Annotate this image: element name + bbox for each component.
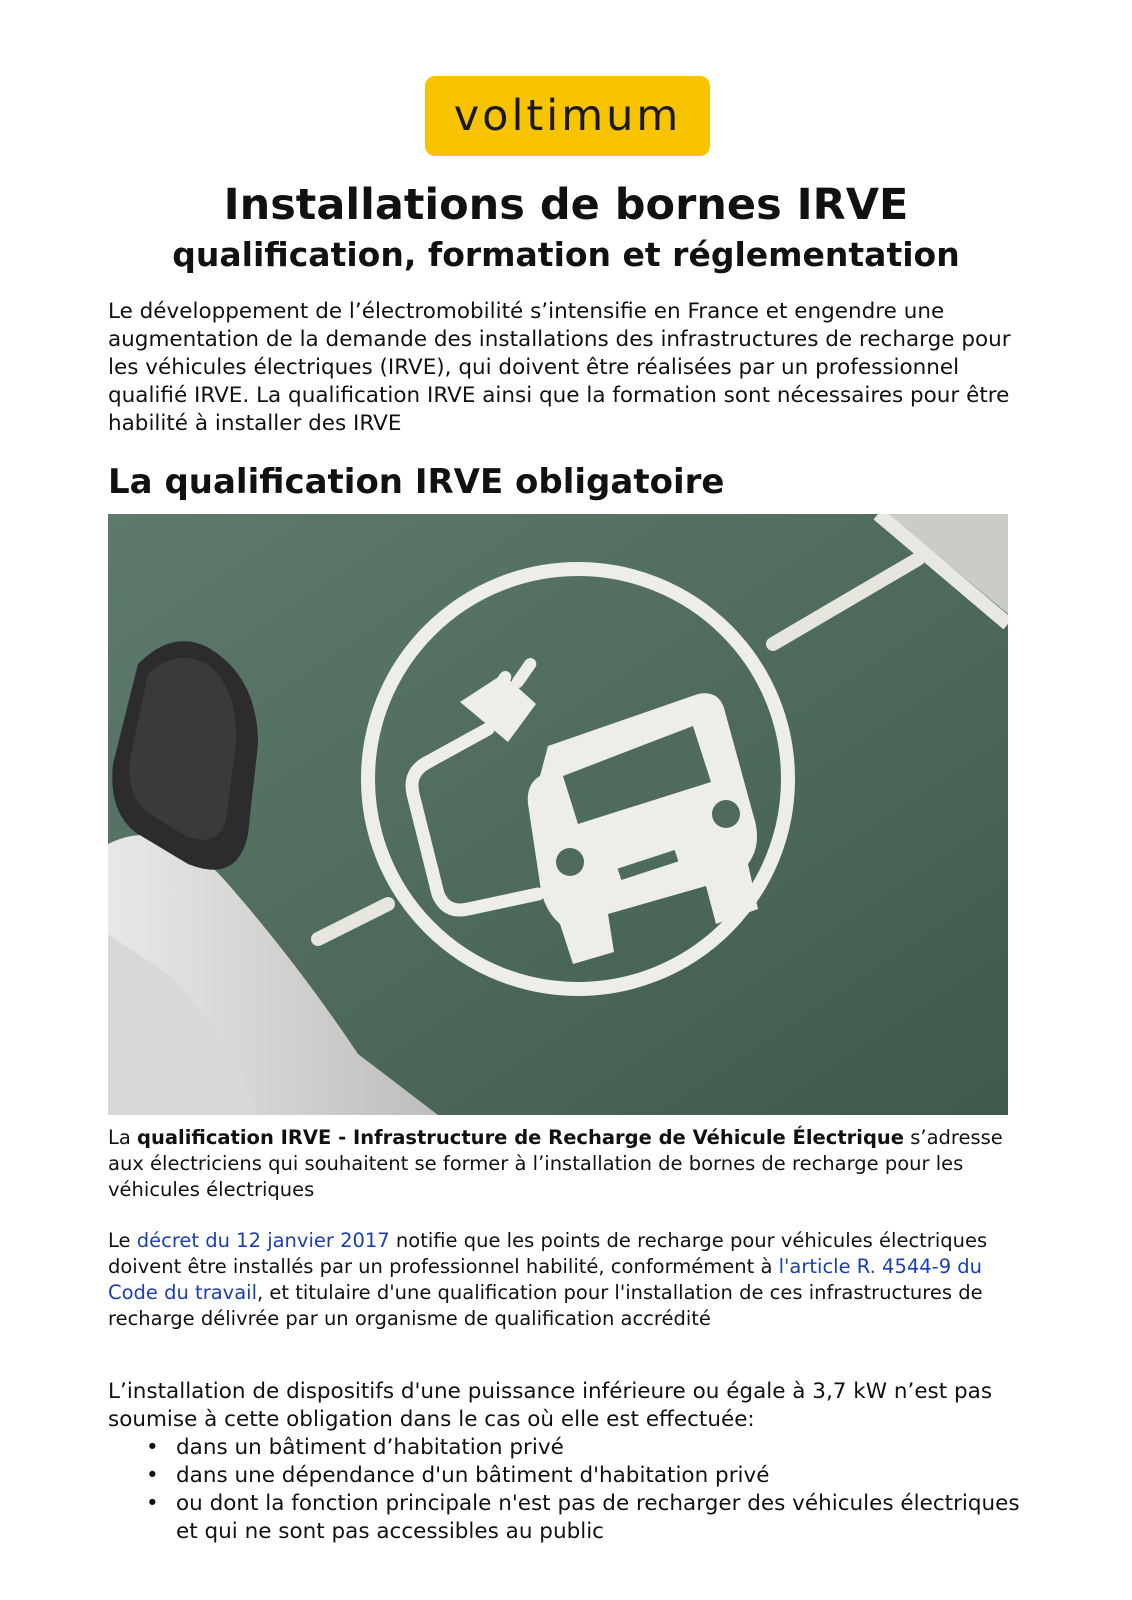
code-travail-link[interactable]: l'article R. 4544-9 du Code du travail bbox=[108, 1255, 983, 1304]
decree-middle: notifie que les points de recharge pour véhicules électriques doivent être installés par un professionnel habilité, conformément à bbox=[108, 1229, 988, 1278]
voltimum-logo bbox=[425, 76, 710, 156]
list-item bbox=[108, 1490, 1028, 1546]
list-item-text: dans une dépendance d'un bâtiment d'habitation privé bbox=[176, 1463, 770, 1488]
list-item-text: ou dont la fonction principale n'est pas de recharger des véhicules électriques et qui ne sont pas accessibles au public bbox=[176, 1491, 1020, 1544]
qualification-suffix: s’adresse aux électriciens qui souhaitent se former à l’installation de bornes de recharge pour les véhicules électriques bbox=[108, 1126, 1003, 1201]
bullet-icon: • bbox=[146, 1435, 159, 1460]
decree-link[interactable]: décret du 12 janvier 2017 bbox=[136, 1229, 390, 1252]
page-subtitle: qualification, formation et réglementation bbox=[172, 235, 960, 274]
logo-text: voltimum bbox=[453, 91, 682, 141]
qualification-prefix: La bbox=[108, 1126, 138, 1149]
list-item-text: dans un bâtiment d’habitation privé bbox=[176, 1435, 564, 1460]
decree-prefix: Le bbox=[108, 1229, 137, 1252]
decree-paragraph bbox=[108, 1228, 1028, 1332]
ev-parking-photo bbox=[108, 514, 1008, 1115]
decree-suffix: , et titulaire d'une qualification pour l'installation de ces infrastructures de recharge délivrée par un organisme de qualification accrédité bbox=[108, 1281, 983, 1330]
exemption-list bbox=[108, 1434, 1028, 1546]
list-item bbox=[108, 1434, 1028, 1462]
bullet-icon: • bbox=[146, 1463, 159, 1488]
ev-charging-parking-icon bbox=[108, 514, 1008, 1115]
bullet-icon: • bbox=[146, 1491, 159, 1516]
page-title: Installations de bornes IRVE bbox=[223, 180, 909, 230]
intro-paragraph: Le développement de l’électromobilité s’intensifie en France et engendre une augmentation de la demande des installations des infrastructures de recharge pour les véhicules électriques (IRVE), qui doivent être réalisées par un professionnel qualifié IRVE. La qualification IRVE ainsi que la formation sont nécessaires pour être habilité à installer des IRVE bbox=[108, 299, 1011, 436]
qualification-paragraph bbox=[108, 1125, 1028, 1203]
qualification-bold: qualification IRVE - Infrastructure de Recharge de Véhicule Électrique bbox=[137, 1126, 905, 1149]
list-item bbox=[108, 1462, 1028, 1490]
exemption-paragraph: L’installation de dispositifs d'une puissance inférieure ou égale à 3,7 kW n’est pas soumise à cette obligation dans le cas où elle est effectuée: bbox=[108, 1379, 993, 1432]
section-heading: La qualification IRVE obligatoire bbox=[108, 462, 725, 502]
